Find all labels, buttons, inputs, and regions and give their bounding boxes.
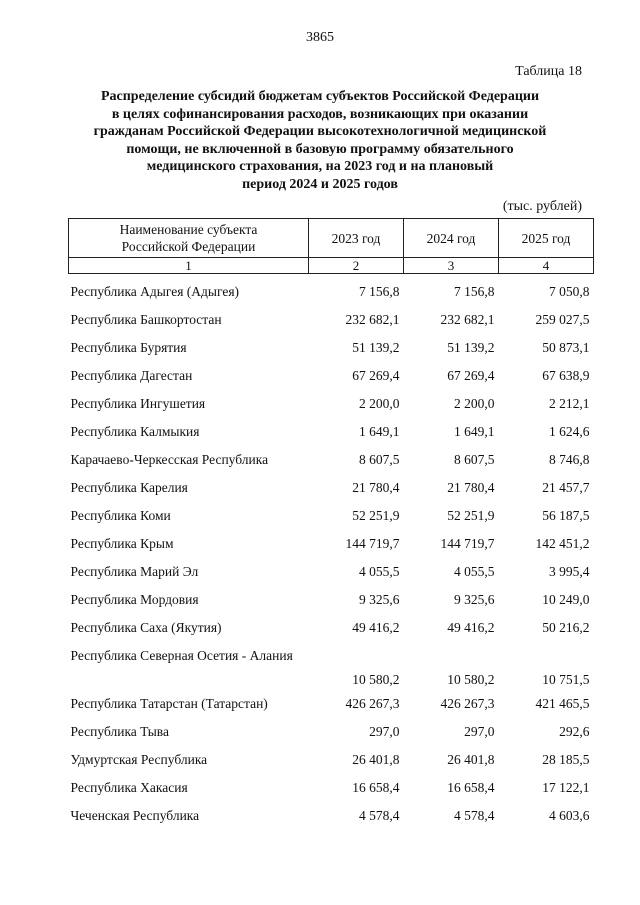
value-2024-cell: 51 139,2 — [447, 340, 495, 355]
table-row — [69, 502, 594, 530]
region-name-cell: Республика Ингушетия — [70, 396, 206, 411]
value-2023-cell: 1 649,1 — [359, 424, 400, 439]
value-2023-cell: 16 658,4 — [352, 780, 400, 795]
header-region-name-line1: Наименование субъекта — [119, 222, 258, 237]
table-row — [69, 642, 594, 690]
value-2025-cell: 17 122,1 — [542, 780, 590, 795]
column-number: 2 — [309, 258, 404, 274]
value-2023-cell: 297,0 — [369, 724, 400, 739]
header-region-name-line2: Российской Федерации — [121, 239, 256, 254]
value-2024-cell: 21 780,4 — [447, 480, 495, 495]
value-2023-cell: 426 267,3 — [345, 696, 400, 711]
region-name-cell: Республика Карелия — [70, 480, 188, 495]
value-2025-cell: 1 624,6 — [549, 424, 590, 439]
value-2023-cell: 49 416,2 — [352, 620, 400, 635]
units-note: (тыс. рублей) — [502, 199, 582, 214]
title-line: период 2024 и 2025 годов — [242, 176, 398, 192]
value-2024-cell: 10 580,2 — [447, 672, 495, 687]
region-name-cell: Республика Саха (Якутия) — [70, 620, 222, 635]
region-name-cell: Республика Калмыкия — [70, 424, 200, 439]
value-2023-cell: 144 719,7 — [345, 536, 400, 551]
value-2023-cell: 26 401,8 — [352, 752, 400, 767]
region-name-cell: Республика Адыгея (Адыгея) — [70, 284, 240, 299]
value-2025-cell: 142 451,2 — [535, 536, 590, 551]
value-2025-cell: 2 212,1 — [549, 396, 590, 411]
column-number: 3 — [404, 258, 499, 274]
value-2025-cell: 8 746,8 — [549, 452, 590, 467]
value-2025-cell: 50 873,1 — [542, 340, 590, 355]
value-2024-cell: 49 416,2 — [447, 620, 495, 635]
value-2025-cell: 56 187,5 — [542, 508, 590, 523]
table-row — [69, 690, 594, 718]
table-row — [69, 390, 594, 418]
table-row — [69, 586, 594, 614]
value-2024-cell: 52 251,9 — [447, 508, 495, 523]
table-row — [69, 474, 594, 502]
table-header-row — [69, 219, 594, 258]
region-name-cell: Республика Тыва — [70, 724, 169, 739]
region-name-cell: Республика Бурятия — [70, 340, 187, 355]
value-2024-cell: 232 682,1 — [440, 312, 495, 327]
table-row — [69, 362, 594, 390]
value-2025-cell: 292,6 — [559, 724, 590, 739]
value-2023-cell: 4 055,5 — [359, 564, 400, 579]
region-name-cell: Удмуртская Республика — [70, 752, 208, 767]
value-2023-cell: 10 580,2 — [352, 672, 400, 687]
value-2023-cell: 51 139,2 — [352, 340, 400, 355]
header-region-name — [69, 219, 309, 258]
title-line: гражданам Российской Федерации высокотехнологичной медицинской — [93, 124, 547, 139]
value-2025-cell: 7 050,8 — [549, 284, 590, 299]
value-2023-cell: 4 578,4 — [359, 808, 400, 823]
header-2024: 2024 год — [404, 219, 499, 258]
title-line: в целях софинансирования расходов, возникающих при оказании — [111, 106, 529, 122]
table-row — [69, 746, 594, 774]
value-2024-cell: 2 200,0 — [454, 396, 495, 411]
header-2023: 2023 год — [309, 219, 404, 258]
value-2024-cell: 426 267,3 — [440, 696, 495, 711]
value-2023-cell: 52 251,9 — [352, 508, 400, 523]
value-2025-cell: 3 995,4 — [549, 564, 590, 579]
value-2025-cell: 259 027,5 — [535, 312, 590, 327]
value-2025-cell: 10 249,0 — [542, 592, 590, 607]
page-number: 3865 — [306, 30, 334, 45]
value-2025-cell: 67 638,9 — [542, 368, 590, 383]
table-label: Таблица 18 — [515, 64, 582, 79]
document-title — [80, 88, 560, 193]
value-2024-cell: 16 658,4 — [447, 780, 495, 795]
table-row — [69, 306, 594, 334]
table-row — [69, 558, 594, 586]
value-2025-cell: 50 216,2 — [542, 620, 590, 635]
table-body — [69, 274, 594, 831]
table-row — [69, 418, 594, 446]
value-2023-cell: 67 269,4 — [352, 368, 400, 383]
column-number: 1 — [69, 258, 309, 274]
table-row — [69, 802, 594, 830]
value-2024-cell: 1 649,1 — [454, 424, 495, 439]
region-name-cell: Республика Северная Осетия - Алания — [70, 648, 293, 663]
table-row — [69, 614, 594, 642]
title-line: Распределение субсидий бюджетам субъектов Российской Федерации — [100, 89, 540, 104]
column-number: 4 — [499, 258, 594, 274]
value-2024-cell: 7 156,8 — [454, 284, 495, 299]
value-2023-cell: 8 607,5 — [359, 452, 400, 467]
region-name-cell: Республика Мордовия — [70, 592, 199, 607]
value-2025-cell: 28 185,5 — [542, 752, 590, 767]
table-row — [69, 446, 594, 474]
column-number-row — [69, 258, 594, 274]
value-2025-cell: 10 751,5 — [542, 672, 590, 687]
value-2024-cell: 26 401,8 — [447, 752, 495, 767]
region-name-cell: Чеченская Республика — [70, 808, 200, 823]
value-2025-cell: 21 457,7 — [542, 480, 590, 495]
title-line: медицинского страхования, на 2023 год и на плановый — [146, 159, 494, 174]
region-name-cell: Карачаево-Черкесская Республика — [70, 452, 269, 467]
table-row — [69, 774, 594, 802]
value-2024-cell: 297,0 — [464, 724, 495, 739]
region-name-cell: Республика Коми — [70, 508, 171, 523]
value-2024-cell: 4 055,5 — [454, 564, 495, 579]
value-2023-cell: 232 682,1 — [345, 312, 400, 327]
region-name-cell: Республика Башкортостан — [70, 312, 222, 327]
value-2024-cell: 8 607,5 — [454, 452, 495, 467]
value-2023-cell: 2 200,0 — [359, 396, 400, 411]
value-2024-cell: 144 719,7 — [440, 536, 495, 551]
table-row — [69, 718, 594, 746]
value-2023-cell: 7 156,8 — [359, 284, 400, 299]
title-line: помощи, не включенной в базовую программу обязательного — [126, 141, 514, 157]
value-2024-cell: 4 578,4 — [454, 808, 495, 823]
table-row — [69, 334, 594, 362]
value-2025-cell: 421 465,5 — [535, 696, 590, 711]
value-2023-cell: 21 780,4 — [352, 480, 400, 495]
header-2025: 2025 год — [499, 219, 594, 258]
region-name-cell: Республика Марий Эл — [70, 564, 199, 579]
value-2023-cell: 9 325,6 — [359, 592, 400, 607]
subsidy-table — [68, 218, 594, 830]
value-2024-cell: 9 325,6 — [454, 592, 495, 607]
value-2025-cell: 4 603,6 — [549, 808, 590, 823]
region-name-cell: Республика Хакасия — [70, 780, 188, 795]
value-2024-cell: 67 269,4 — [447, 368, 495, 383]
region-name-cell: Республика Татарстан (Татарстан) — [70, 696, 268, 711]
table-row — [69, 274, 594, 307]
region-name-cell: Республика Крым — [70, 536, 174, 551]
region-name-cell: Республика Дагестан — [70, 368, 193, 383]
table-row — [69, 530, 594, 558]
